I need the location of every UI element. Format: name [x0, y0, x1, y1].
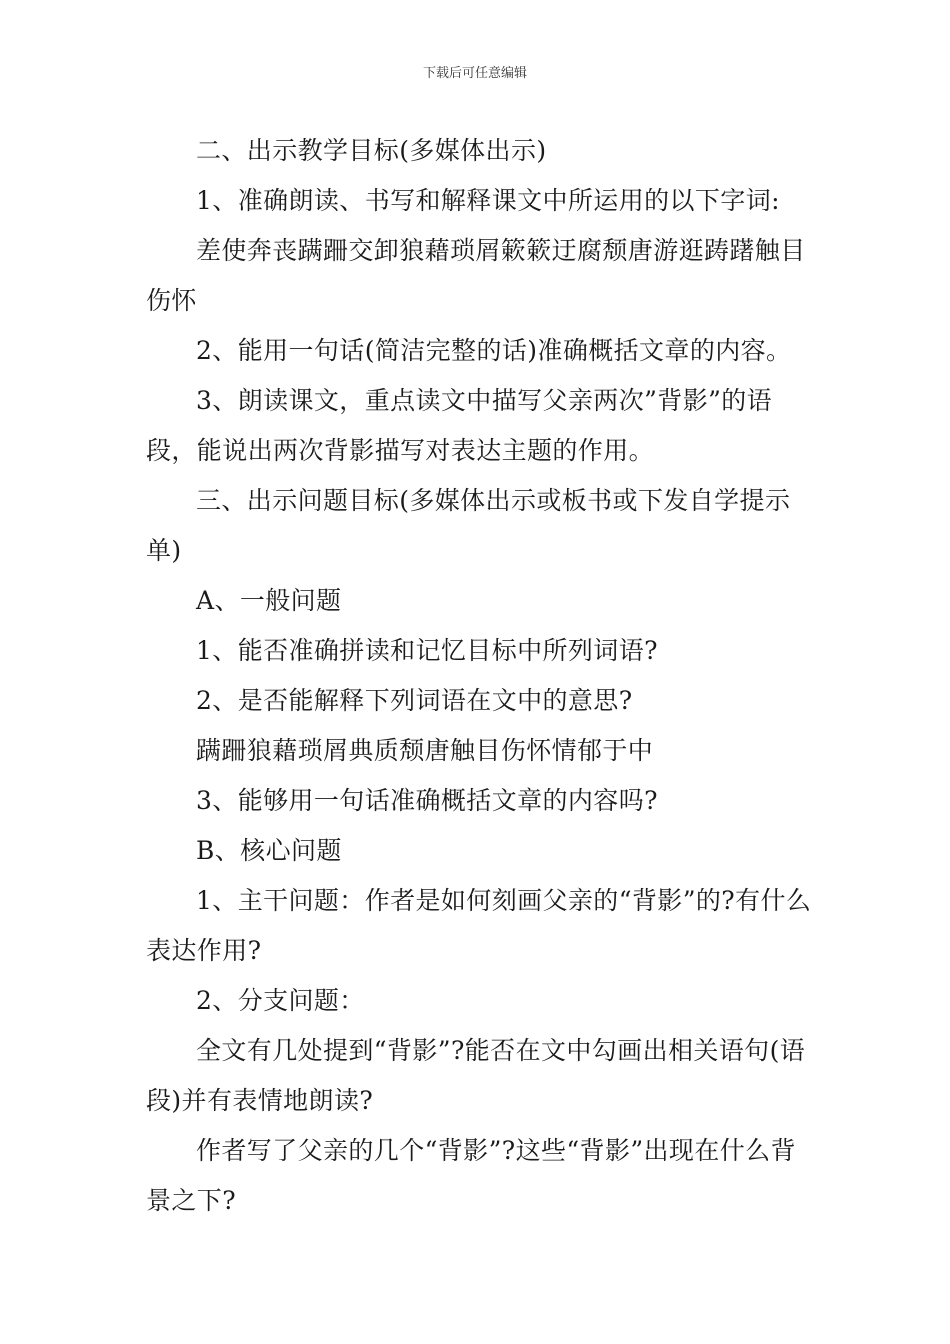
paragraph-core-questions-heading: B、核心问题: [196, 836, 342, 865]
paragraph-core-question-1: 1、主干问题：作者是如何刻画父亲的“背影”的?有什么表达作用?: [146, 886, 812, 965]
paragraph-general-question-3: 3、能够用一句话准确概括文章的内容吗?: [196, 786, 658, 815]
paragraph-general-question-2: 2、是否能解释下列词语在文中的意思?: [196, 686, 633, 715]
paragraph-section-two-title: 二、出示教学目标(多媒体出示): [196, 136, 547, 165]
paragraph-goal-2: 2、能用一句话(简洁完整的话)准确概括文章的内容。: [196, 336, 792, 365]
paragraph-sub-question-1: 全文有几处提到“背影”?能否在文中勾画出相关语句(语段)并有表情地朗读?: [146, 1036, 806, 1115]
paragraph-goal-1: 1、准确朗读、书写和解释课文中所运用的以下字词:: [196, 186, 780, 215]
paragraph-general-question-1: 1、能否准确拼读和记忆目标中所列词语?: [196, 636, 658, 665]
paragraph-word-list: 蹒跚狼藉琐屑典质颓唐触目伤怀情郁于中: [196, 736, 654, 765]
paragraph-vocabulary-list: 差使奔丧蹒跚交卸狼藉琐屑簌簌迂腐颓唐游逛踌躇触目伤怀: [146, 236, 806, 315]
paragraph-goal-3: 3、朗读课文，重点读文中描写父亲两次”背影”的语段，能说出两次背影描写对表达主题的作用。: [146, 386, 773, 465]
document-body: [146, 126, 812, 1226]
paragraph-section-three-title: 三、出示问题目标(多媒体出示或板书或下发自学提示单): [146, 486, 791, 565]
header-note: 下载后可任意编辑: [422, 66, 527, 81]
paragraph-sub-question-2: 作者写了父亲的几个“背影”?这些“背影”出现在什么背景之下?: [146, 1136, 796, 1215]
paragraph-core-question-2: 2、分支问题：: [196, 986, 365, 1015]
paragraph-general-questions-heading: A、一般问题: [196, 586, 342, 615]
